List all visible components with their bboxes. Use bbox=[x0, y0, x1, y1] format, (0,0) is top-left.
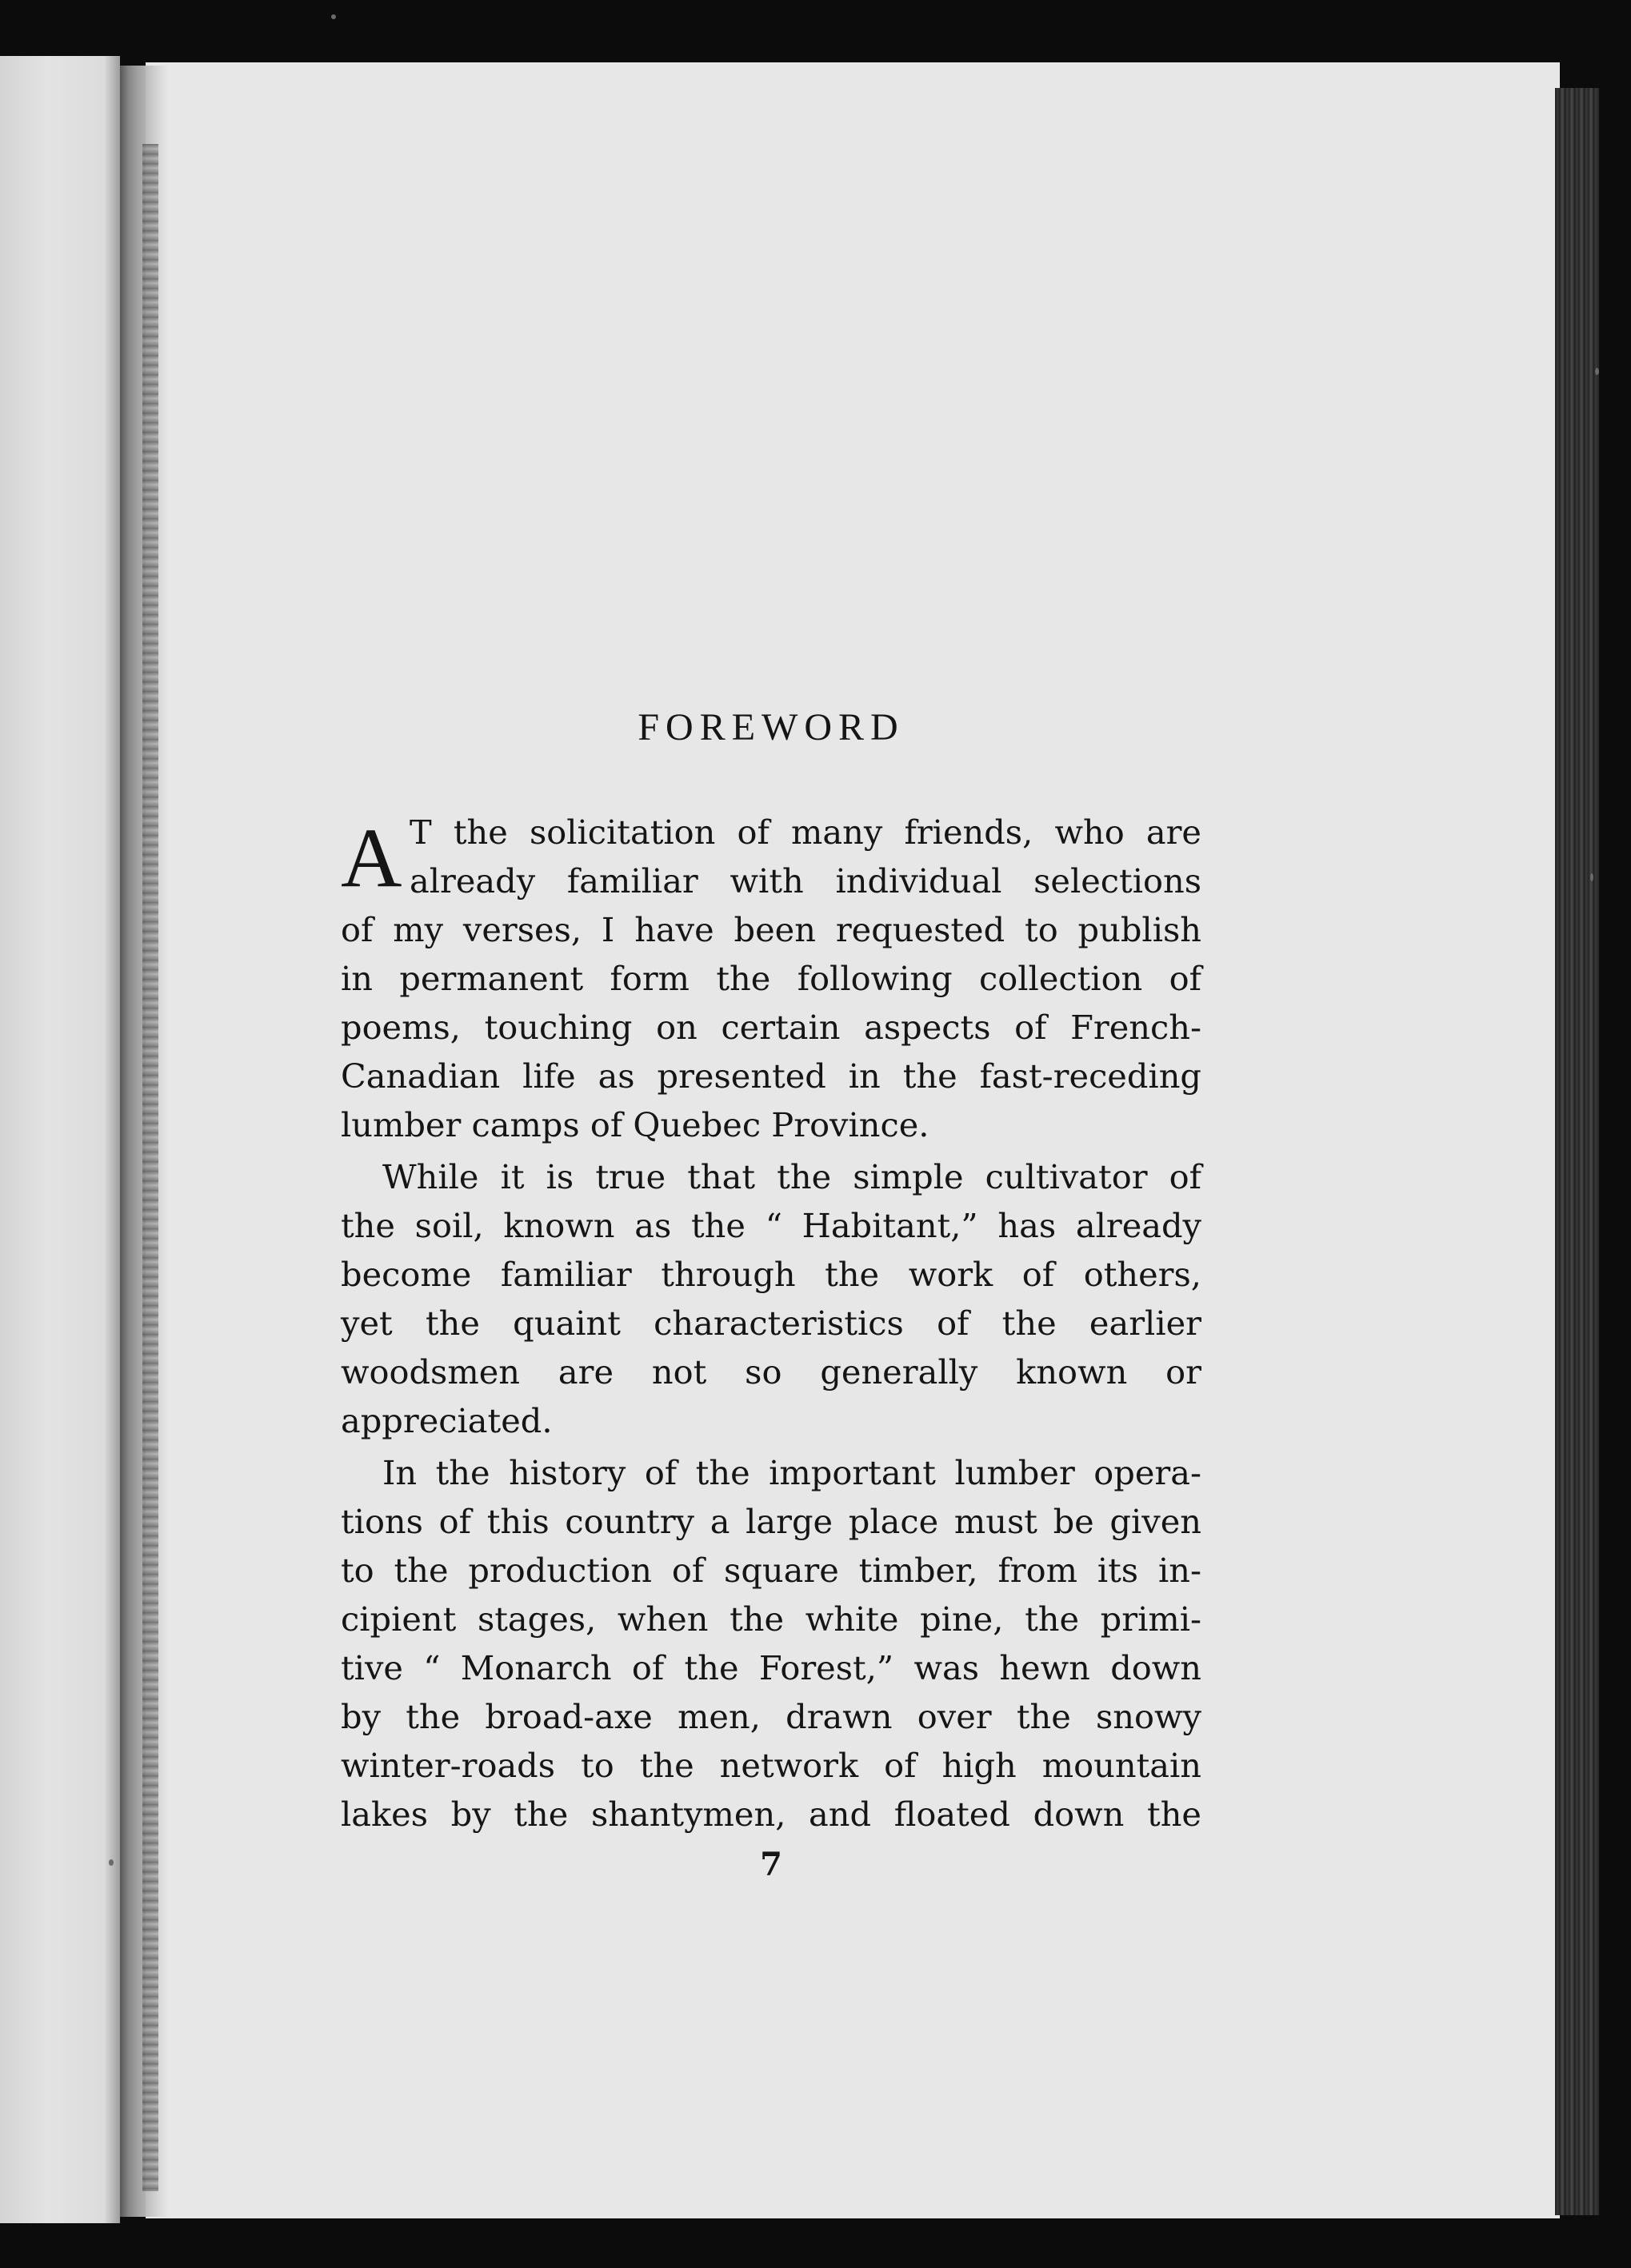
text-line: T the solicitation of many friends, who are bbox=[410, 813, 1201, 852]
paragraph-1 bbox=[341, 808, 1201, 1149]
paragraph-2 bbox=[341, 1152, 1201, 1445]
scan-speck bbox=[1595, 368, 1599, 375]
text-line: While it is true that the simple cultivator of bbox=[382, 1157, 1201, 1196]
text-line: by the broad-axe men, drawn over the snowy bbox=[341, 1697, 1201, 1736]
text-line: cipient stages, when the white pine, the primi- bbox=[341, 1599, 1201, 1639]
drop-cap: A bbox=[341, 811, 402, 904]
text-line: appreciated. bbox=[341, 1401, 553, 1440]
binding-texture bbox=[142, 144, 158, 2191]
text-line: in permanent form the following collection of bbox=[341, 959, 1201, 998]
scan-speck bbox=[109, 1859, 114, 1866]
text-line: tive “ Monarch of the Forest,” was hewn down bbox=[341, 1648, 1201, 1687]
text-line: lakes by the shantymen, and floated down the bbox=[341, 1795, 1201, 1834]
text-line: of my verses, I have been requested to publish bbox=[341, 910, 1201, 949]
scan-speck bbox=[1590, 873, 1593, 881]
text-line: In the history of the important lumber opera- bbox=[382, 1453, 1201, 1492]
paragraph-3 bbox=[341, 1448, 1201, 1839]
text-line: yet the quaint characteristics of the earlier bbox=[341, 1304, 1201, 1343]
right-page-stack-edge bbox=[1555, 88, 1599, 2215]
scan-speck bbox=[331, 14, 336, 19]
text-line: winter-roads to the network of high mountain bbox=[341, 1746, 1201, 1785]
text-line: lumber camps of Quebec Province. bbox=[341, 1105, 929, 1144]
left-page-edge bbox=[0, 56, 120, 2223]
text-line: become familiar through the work of others, bbox=[341, 1255, 1201, 1294]
text-line: poems, touching on certain aspects of French- bbox=[341, 1008, 1201, 1047]
page-title: FOREWORD bbox=[638, 706, 905, 749]
text-line: Canadian life as presented in the fast-receding bbox=[341, 1056, 1201, 1096]
page-number: 7 bbox=[760, 1846, 782, 1883]
text-line: the soil, known as the “ Habitant,” has already bbox=[341, 1206, 1201, 1245]
text-line: woodsmen are not so generally known or bbox=[341, 1352, 1201, 1392]
text-line: already familiar with individual selections bbox=[410, 861, 1201, 900]
text-line: tions of this country a large place must be given bbox=[341, 1502, 1201, 1541]
text-line: to the production of square timber, from its in- bbox=[341, 1551, 1201, 1590]
